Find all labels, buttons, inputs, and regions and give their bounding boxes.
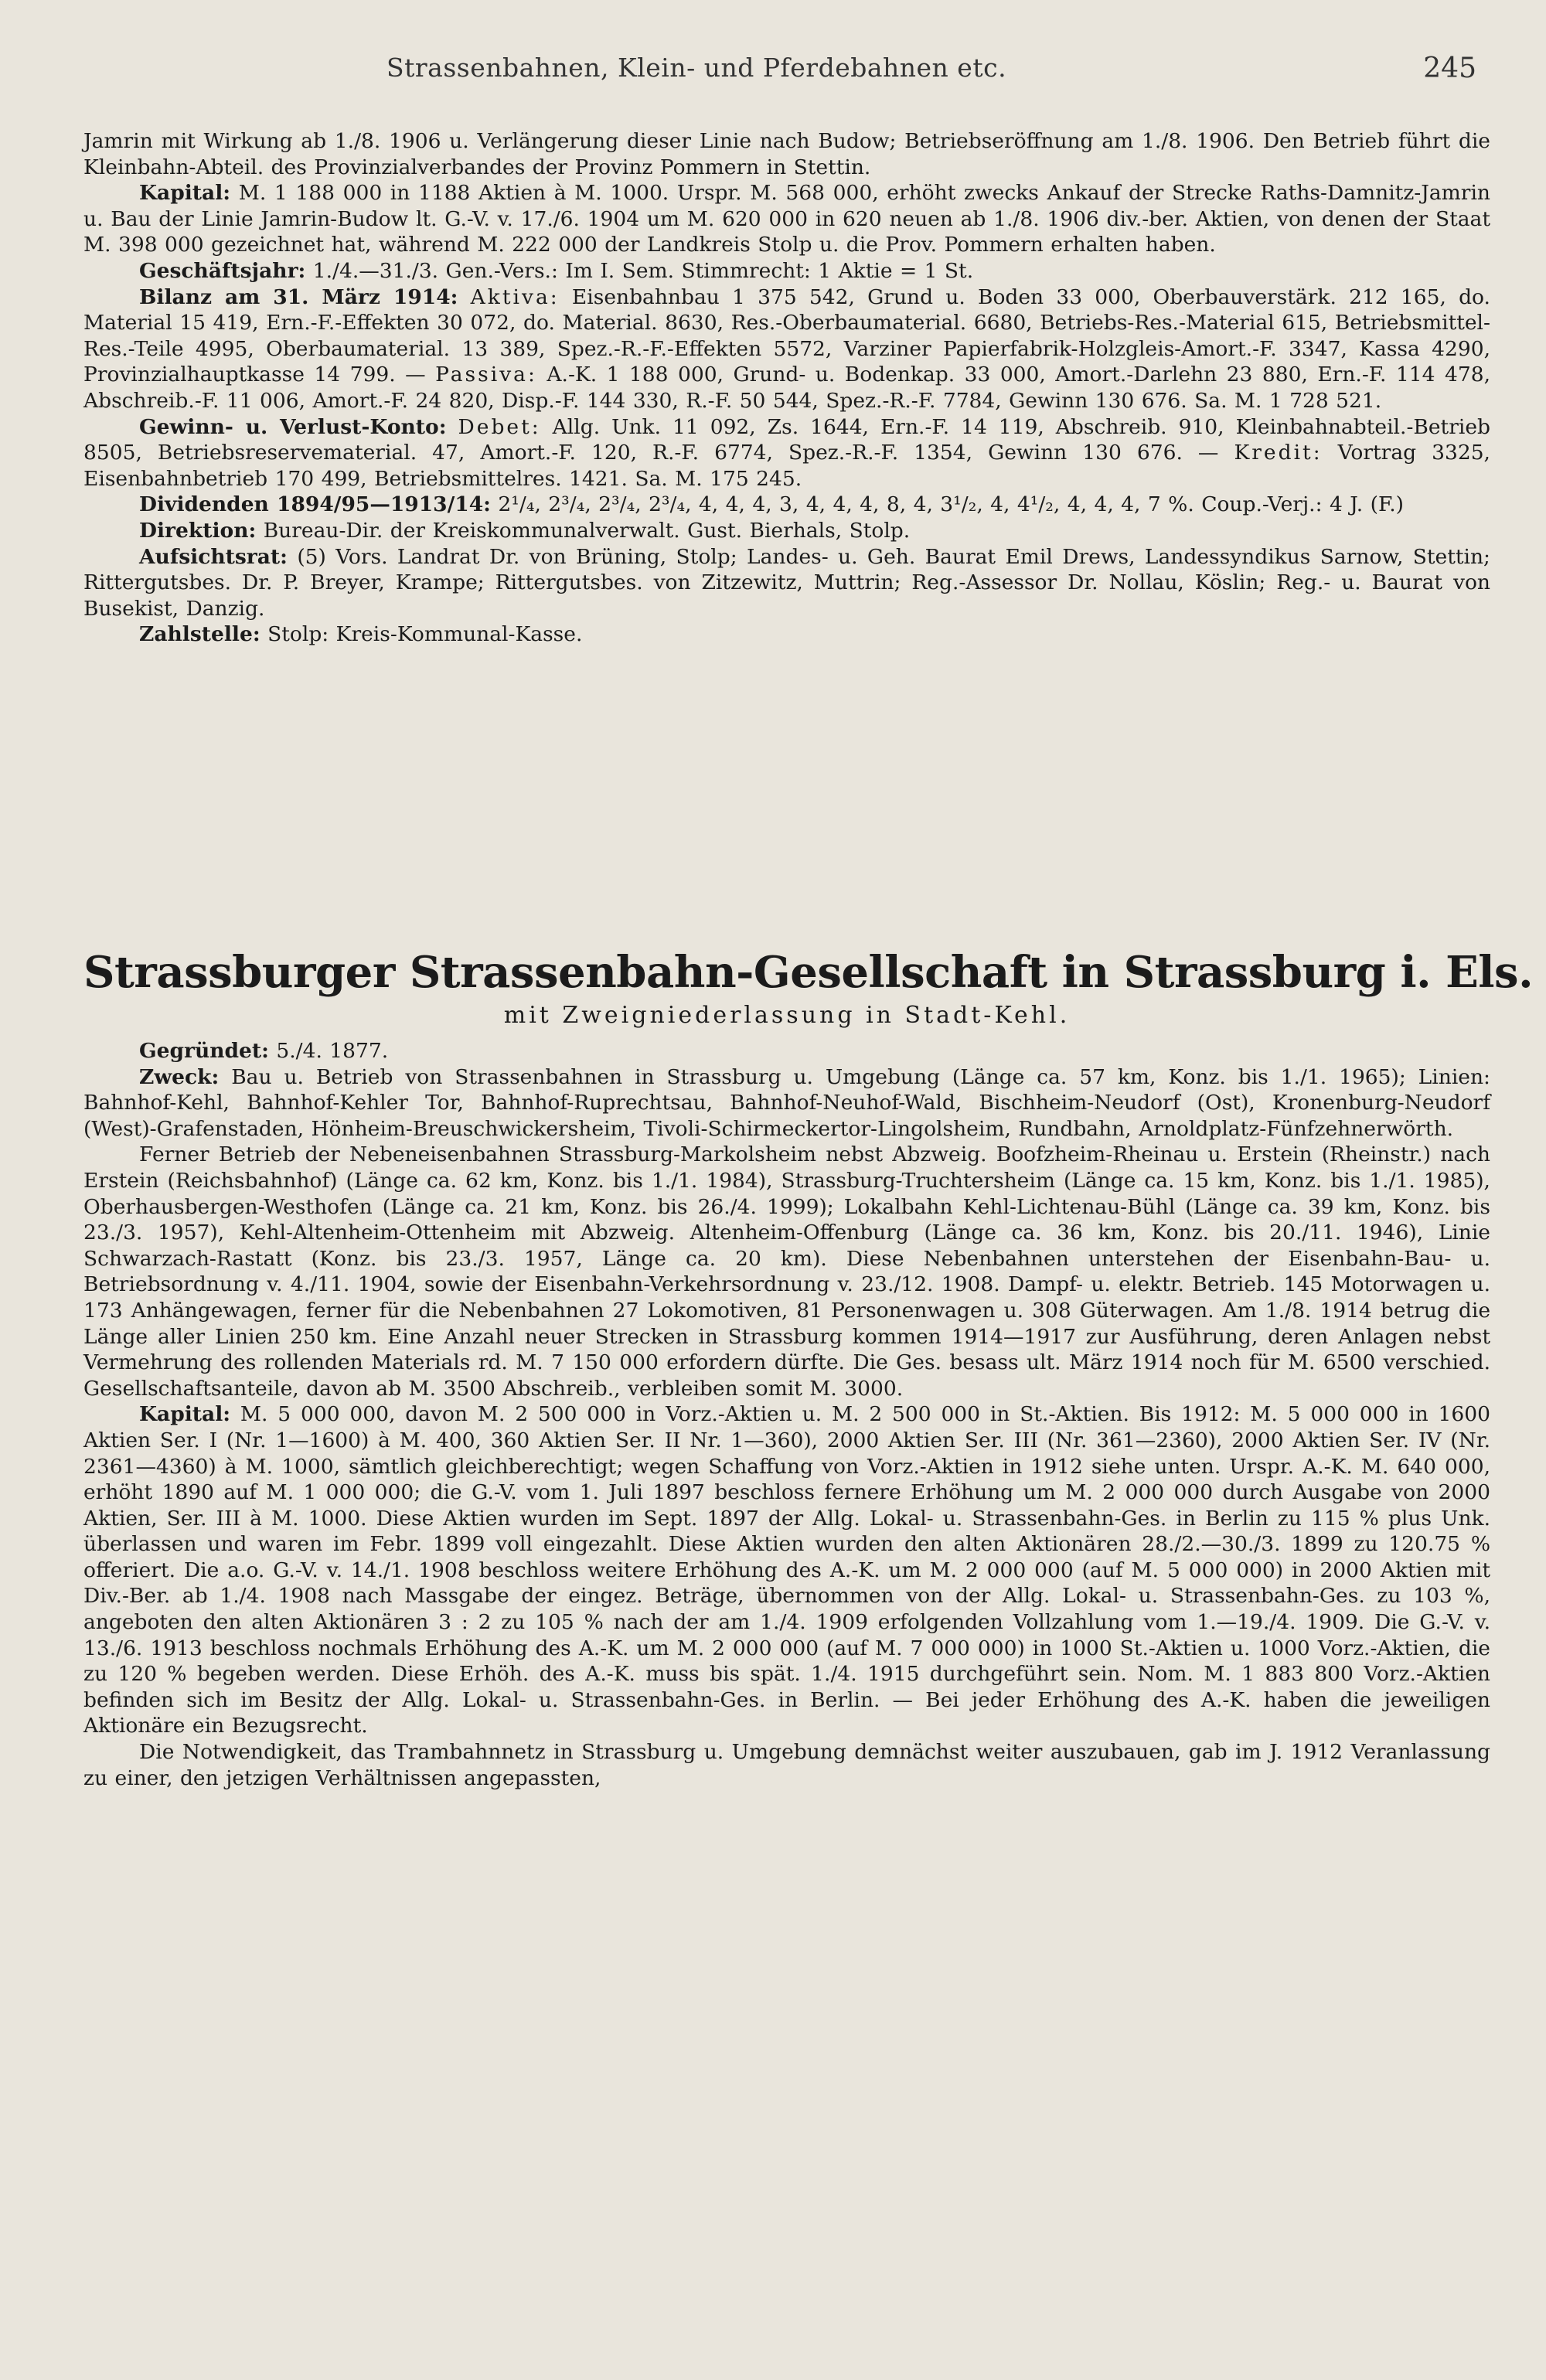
ferner-paragraph: Ferner Betrieb der Nebeneisenbahnen Strassburg-Markolsheim nebst Abzweig. Boofzheim-Rheinau u. Erstein (Rheinstr.) nach Erstein (Reichsbahnhof) (Länge ca. 62 km, Konz. bis 1./1. 1984), Strassburg-Truchtersheim (Länge ca. 15 km, Konz. bis 1./1. 1985), Oberhausbergen-Westhofen (Länge ca. 21 km, Konz. bis 26./4. 1999); Lokalbahn Kehl-Lichtenau-Bühl (Länge ca. 39 km, Konz. bis 23./3. 1957), Kehl-Altenheim-Ottenheim mit Abzweig. Altenheim-Offenburg (Länge ca. 36 km, Konz. bis 20./11. 1946), Linie Schwarzach-Rastatt (Konz. bis 23./3. 1957, Länge ca. 20 km). Diese Nebenbahnen unterstehen der Eisenbahn-Bau- u. Betriebsordnung v. 4./11. 1904, sowie der Eisenbahn-Verkehrsordnung v. 23./12. 1908. Dampf- u. elektr. Betrieb. 145 Motorwagen u. 173 Anhängewagen, ferner für die Nebenbahnen 27 Lokomotiven, 81 Personenwagen u. 308 Güterwagen. Am 1./8. 1914 betrug die Länge aller Linien 250 km. Eine Anzahl neuer Strecken in Strassburg kommen 1914—1917 zur Ausführung, deren Anlagen nebst Vermehrung des rollenden Materials rd. M. 7 150 000 erfordern dürfte. Die Ges. besass ult. März 1914 noch für M. 6500 verschied. Gesellschaftsanteile, davon ab M. 3500 Abschreib., verbleiben somit M. 3000.: [83, 1142, 1490, 1401]
debet-text: Allg. Unk. 11 092, Zs. 1644, Ern.-F. 14 119, Abschreib. 910, Kleinbahnabteil.-Betrieb 8505, Betriebsreservematerial. 47, Amort.-F. 120, R.-F. 6774, Spez.-R.-F. 1354, Gewinn 130 676. —: [83, 414, 1490, 465]
aufsichtsrat-text: (5) Vors. Landrat Dr. von Brüning, Stolp; Landes- u. Geh. Baurat Emil Drews, Landessyndikus Sarnow, Stettin; Rittergutsbes. Dr. P. Breyer, Krampe; Rittergutsbes. von Zitzewitz, Muttrin; Reg.-Assessor Dr. Nollau, Köslin; Reg.- u. Baurat von Busekist, Danzig.: [83, 544, 1490, 621]
intro-paragraph: Jamrin mit Wirkung ab 1./8. 1906 u. Verlängerung dieser Linie nach Budow; Betriebseröffnung am 1./8. 1906. Den Betrieb führt die Kleinbahn-Abteil. des Provinzialverbandes der Provinz Pommern in Stettin.: [83, 129, 1490, 179]
bilanz-paragraph: [83, 284, 1490, 414]
zahlstelle-paragraph: [83, 621, 1490, 648]
guv-label: Gewinn- u. Verlust-Konto:: [139, 414, 447, 439]
dividenden-label: Dividenden 1894/95—1913/14:: [139, 492, 491, 517]
direktion-label: Direktion:: [139, 518, 257, 543]
company-subtitle: mit Zweigniederlassung in Stadt-Kehl.: [503, 1002, 1071, 1029]
dividenden-text: 2¹/₄, 2³/₄, 2³/₄, 2³/₄, 4, 4, 4, 3, 4, 4, 4, 8, 4, 3¹/₂, 4, 4¹/₂, 4, 4, 4, 7 %. Coup.-Verj.: 4 J. (F.): [498, 492, 1405, 517]
aktiva-label: Aktiva:: [470, 284, 560, 309]
bilanz-label: Bilanz am 31. März 1914:: [139, 284, 458, 309]
zweck-paragraph: [83, 1064, 1490, 1142]
zweck-label: Zweck:: [139, 1064, 220, 1089]
page-number: 245: [1423, 53, 1476, 84]
header-title: Strassenbahnen, Klein- und Pferdebahnen etc.: [386, 53, 1007, 83]
zahlstelle-label: Zahlstelle:: [139, 622, 261, 647]
company-section: [83, 1038, 1490, 1791]
passiva-label: Passiva:: [435, 363, 537, 387]
closing-paragraph: Die Notwendigkeit, das Trambahnnetz in Strassburg u. Umgebung demnächst weiter auszubauen, gab im J. 1912 Veranlassung zu einer, den jetzigen Verhältnissen angepassten,: [83, 1740, 1490, 1790]
direktion-text: Bureau-Dir. der Kreiskommunalverwalt. Gust. Bierhals, Stolp.: [263, 518, 911, 543]
gegruendet-text: 5./4. 1877.: [276, 1039, 389, 1063]
kapital-label: Kapital:: [139, 181, 231, 206]
company-title: Strassburger Strassenbahn-Gesellschaft in Strassburg i. Els.: [83, 947, 1534, 998]
geschaeftsjahr-paragraph: [83, 258, 1490, 284]
geschaeftsjahr-label: Geschäftsjahr:: [139, 258, 306, 283]
direktion-paragraph: [83, 518, 1490, 544]
kapital-paragraph-2: [83, 1401, 1490, 1739]
passiva-text: A.-K. 1 188 000, Grund- u. Bodenkap. 33 000, Amort.-Darlehn 23 880, Ern.-F. 114 478, Abschreib.-F. 11 006, Amort.-F. 24 820, Disp.-F. 144 330, R.-F. 50 544, Spez.-R.-F. 7784, Gewinn 130 676. Sa. M. 1 728 521.: [83, 363, 1491, 413]
aufsichtsrat-label: Aufsichtsrat:: [139, 544, 288, 569]
gegruendet-paragraph: [83, 1038, 1490, 1064]
zweck-text: Bau u. Betrieb von Strassenbahnen in Strassburg u. Umgebung (Länge ca. 57 km, Konz. bis 1./1. 1965); Linien: Bahnhof-Kehl, Bahnhof-Kehler Tor, Bahnhof-Ruprechtsau, Bahnhof-Neuhof-Wald, Bischheim-Neudorf (Ost), Kronenburg-Neudorf (West)-Grafenstaden, Hönheim-Breuschwickersheim, Tivoli-Schirmeckertor-Lingolsheim, Rundbahn, Arnoldplatz-Fünfzehnerwörth.: [83, 1064, 1490, 1141]
kredit-text: Vortrag 3325, Eisenbahnbetrieb 170 499, Betriebsmittelres. 1421. Sa. M. 175 245.: [83, 441, 1490, 491]
kapital-text-2: M. 5 000 000, davon M. 2 500 000 in Vorz.-Aktien u. M. 2 500 000 in St.-Aktien. Bis 1912: M. 5 000 000 in 1600 Aktien Ser. I (Nr. 1—1600) à M. 400, 360 Aktien Ser. II Nr. 1—360), 2000 Aktien Ser. III (Nr. 361—2360), 2000 Aktien Ser. IV (Nr. 2361—4360) à M. 1000, sämtlich gleichberechtigt; wegen Schaffung von Vorz.-Aktien in 1912 siehe unten. Urspr. A.-K. M. 640 000, erhöht 1890 auf M. 1 000 000; die G.-V. vom 1. Juli 1897 beschloss fernere Erhöhung um M. 2 000 000 durch Ausgabe von 2000 Aktien, Ser. III à M. 1000. Diese Aktien wurden im Sept. 1897 der Allg. Lokal- u. Strassenbahn-Ges. in Berlin zu 115 % plus Unk. überlassen und waren im Febr. 1899 voll eingezahlt. Diese Aktien wurden den alten Aktionären 28./2.—30./3. 1899 zu 120.75 % offeriert. Die a.o. G.-V. v. 14./1. 1908 beschloss weitere Erhöhung des A.-K. um M. 2 000 000 (auf M. 5 000 000) in 2000 Aktien mit Div.-Ber. ab 1./4. 1908 nach Massgabe der eingez. Beträge, übernommen von der Allg. Lokal- u. Strassenbahn-Ges. zu 103 %, angeboten den alten Aktionären 3 : 2 zu 105 % nach der am 1./4. 1909 erfolgenden Vollzahlung vom 1.—19./4. 1909. Die G.-V. v. 13./6. 1913 beschloss nochmals Erhöhung des A.-K. um M. 2 000 000 (auf M. 7 000 000) in 1000 St.-Aktien u. 1000 Vorz.-Aktien, die zu 120 % begeben werden. Diese Erhöh. des A.-K. muss bis spät. 1./4. 1915 durchgeführt sein. Nom. M. 1 883 800 Vorz.-Aktien befinden sich im Besitz der Allg. Lokal- u. Strassenbahn-Ges. in Berlin. — Bei jeder Erhöhung des A.-K. haben die jeweiligen Aktionäre ein Bezugsrecht.: [83, 1402, 1490, 1738]
dividenden-paragraph: [83, 492, 1490, 518]
debet-label: Debet:: [458, 414, 541, 439]
running-header: [0, 53, 1546, 91]
aufsichtsrat-paragraph: [83, 544, 1490, 622]
kredit-label: Kredit:: [1234, 441, 1323, 465]
gegruendet-label: Gegründet:: [139, 1039, 269, 1063]
aktiva-text: Eisenbahnbau 1 375 542, Grund u. Boden 33 000, Oberbauverstärk. 212 165, do. Material 15 419, Ern.-F.-Effekten 30 072, do. Material. 8630, Res.-Oberbaumaterial. 6680, Betriebs-Res.-Material 615, Betriebsmittel-Res.-Teile 4995, Oberbaumaterial. 13 389, Spez.-R.-F.-Effekten 5572, Varziner Papierfabrik-Holzgleis-Amort.-F. 3347, Kassa 4290, Provinzialhauptkasse 14 799. —: [83, 284, 1490, 387]
geschaeftsjahr-text: 1./4.—31./3. Gen.-Vers.: Im I. Sem. Stimmrecht: 1 Aktie = 1 St.: [312, 258, 974, 283]
previous-company-section: [83, 128, 1490, 648]
kapital-paragraph: [83, 180, 1490, 258]
kapital-text: M. 1 188 000 in 1188 Aktien à M. 1000. Urspr. M. 568 000, erhöht zwecks Ankauf der Strecke Raths-Damnitz-Jamrin u. Bau der Linie Jamrin-Budow lt. G.-V. v. 17./6. 1904 um M. 620 000 in 620 neuen ab 1./8. 1906 div.-ber. Aktien, von denen der Staat M. 398 000 gezeichnet hat, während M. 222 000 der Landkreis Stolp u. die Prov. Pommern erhalten haben.: [83, 181, 1490, 257]
guv-paragraph: [83, 414, 1490, 492]
kapital-label-2: Kapital:: [139, 1402, 231, 1427]
zahlstelle-text: Stolp: Kreis-Kommunal-Kasse.: [267, 622, 583, 647]
